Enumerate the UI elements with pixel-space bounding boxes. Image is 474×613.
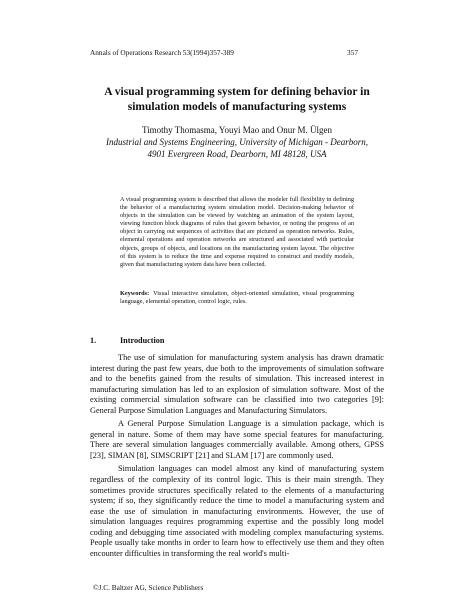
paragraph: A General Purpose Simulation Language is a simulation package, which is general in nature. Some of them may have some special features for manufacturing. There are several simulation languages commercially available. Among others, GPSS [23], SIMAN [8], SIMSCRIPT [21] and SLAM [17] are commonly used. [90, 419, 384, 460]
section-heading [90, 336, 164, 345]
body-text [90, 353, 384, 562]
author-address: 4901 Evergreen Road, Dearborn, MI 48128, USA [147, 149, 327, 159]
title-line-2: simulation models of manufacturing systems [127, 100, 347, 113]
section-number: 1. [90, 336, 97, 345]
journal-citation: Annals of Operations Research 53(1994)357-389 [90, 48, 234, 57]
keywords-label: Keywords: [120, 290, 150, 297]
author-affiliation: Industrial and Systems Engineering, University of Michigan - Dearborn, [106, 137, 368, 147]
keywords [120, 290, 354, 306]
keywords-text: Visual interactive simulation, object-oriented simulation, visual programming language, elemental operation, control logic, rules. [120, 290, 354, 306]
section-title: Introduction [120, 336, 165, 345]
author-names: Timothy Thomasma, Youyi Mao and Onur M. Ülgen [141, 125, 332, 135]
paper-title [60, 85, 414, 114]
author-block [60, 124, 414, 160]
paragraph: The use of simulation for manufacturing system analysis has drawn dramatic interest during the past few years, due both to the improvements of simulation software and to the benefits gained from the results of simulation. This increased interest in manufacturing simulation has led to an explosion of simulation software. Most of the existing commercial simulation software can be classified into two categories [9]: General Purpose Simulation Languages and Manufacturing Simulators. [90, 353, 384, 415]
title-line-1: A visual programming system for defining behavior in [104, 86, 370, 98]
running-head [90, 48, 384, 60]
abstract: A visual programming system is described that allows the modeler full flexibility in defining the behavior of a manufacturing system simulation model. Decision-making behavior of objects in the simulation can be viewed by watching an animation of the system layout, viewing function block diagrams of rules that govern behavior, or noting the progress of an object in carrying out sequences of activities that are pictured as operation networks. Rules, elemental operations and operation networks are structured and associated with particular objects, groups of objects, and locations on the manufacturing system layout. The objective of this system is to reduce the time and expense required to construct and modify models, given that manufacturing system data have been collected. [120, 196, 354, 268]
paragraph: Simulation languages can model almost any kind of manufacturing system regardless of the complexity of its control logic. This is their main strength. They sometimes provide structures specifically related to the elements of a manufacturing system; if so, they significantly reduce the time to model a manufacturing system and ease the use of simulation in manufacturing environments. However, the use of simulation languages requires programming expertise and the possibly long model coding and debugging time associated with modeling complex manufacturing systems. People usually take months in order to learn how to effectively use them and they often encounter difficulties in transforming the real world's multi- [90, 464, 384, 558]
copyright-footer: ©J.C. Baltzer AG, Science Publishers [93, 583, 204, 592]
page-number: 357 [347, 48, 358, 57]
